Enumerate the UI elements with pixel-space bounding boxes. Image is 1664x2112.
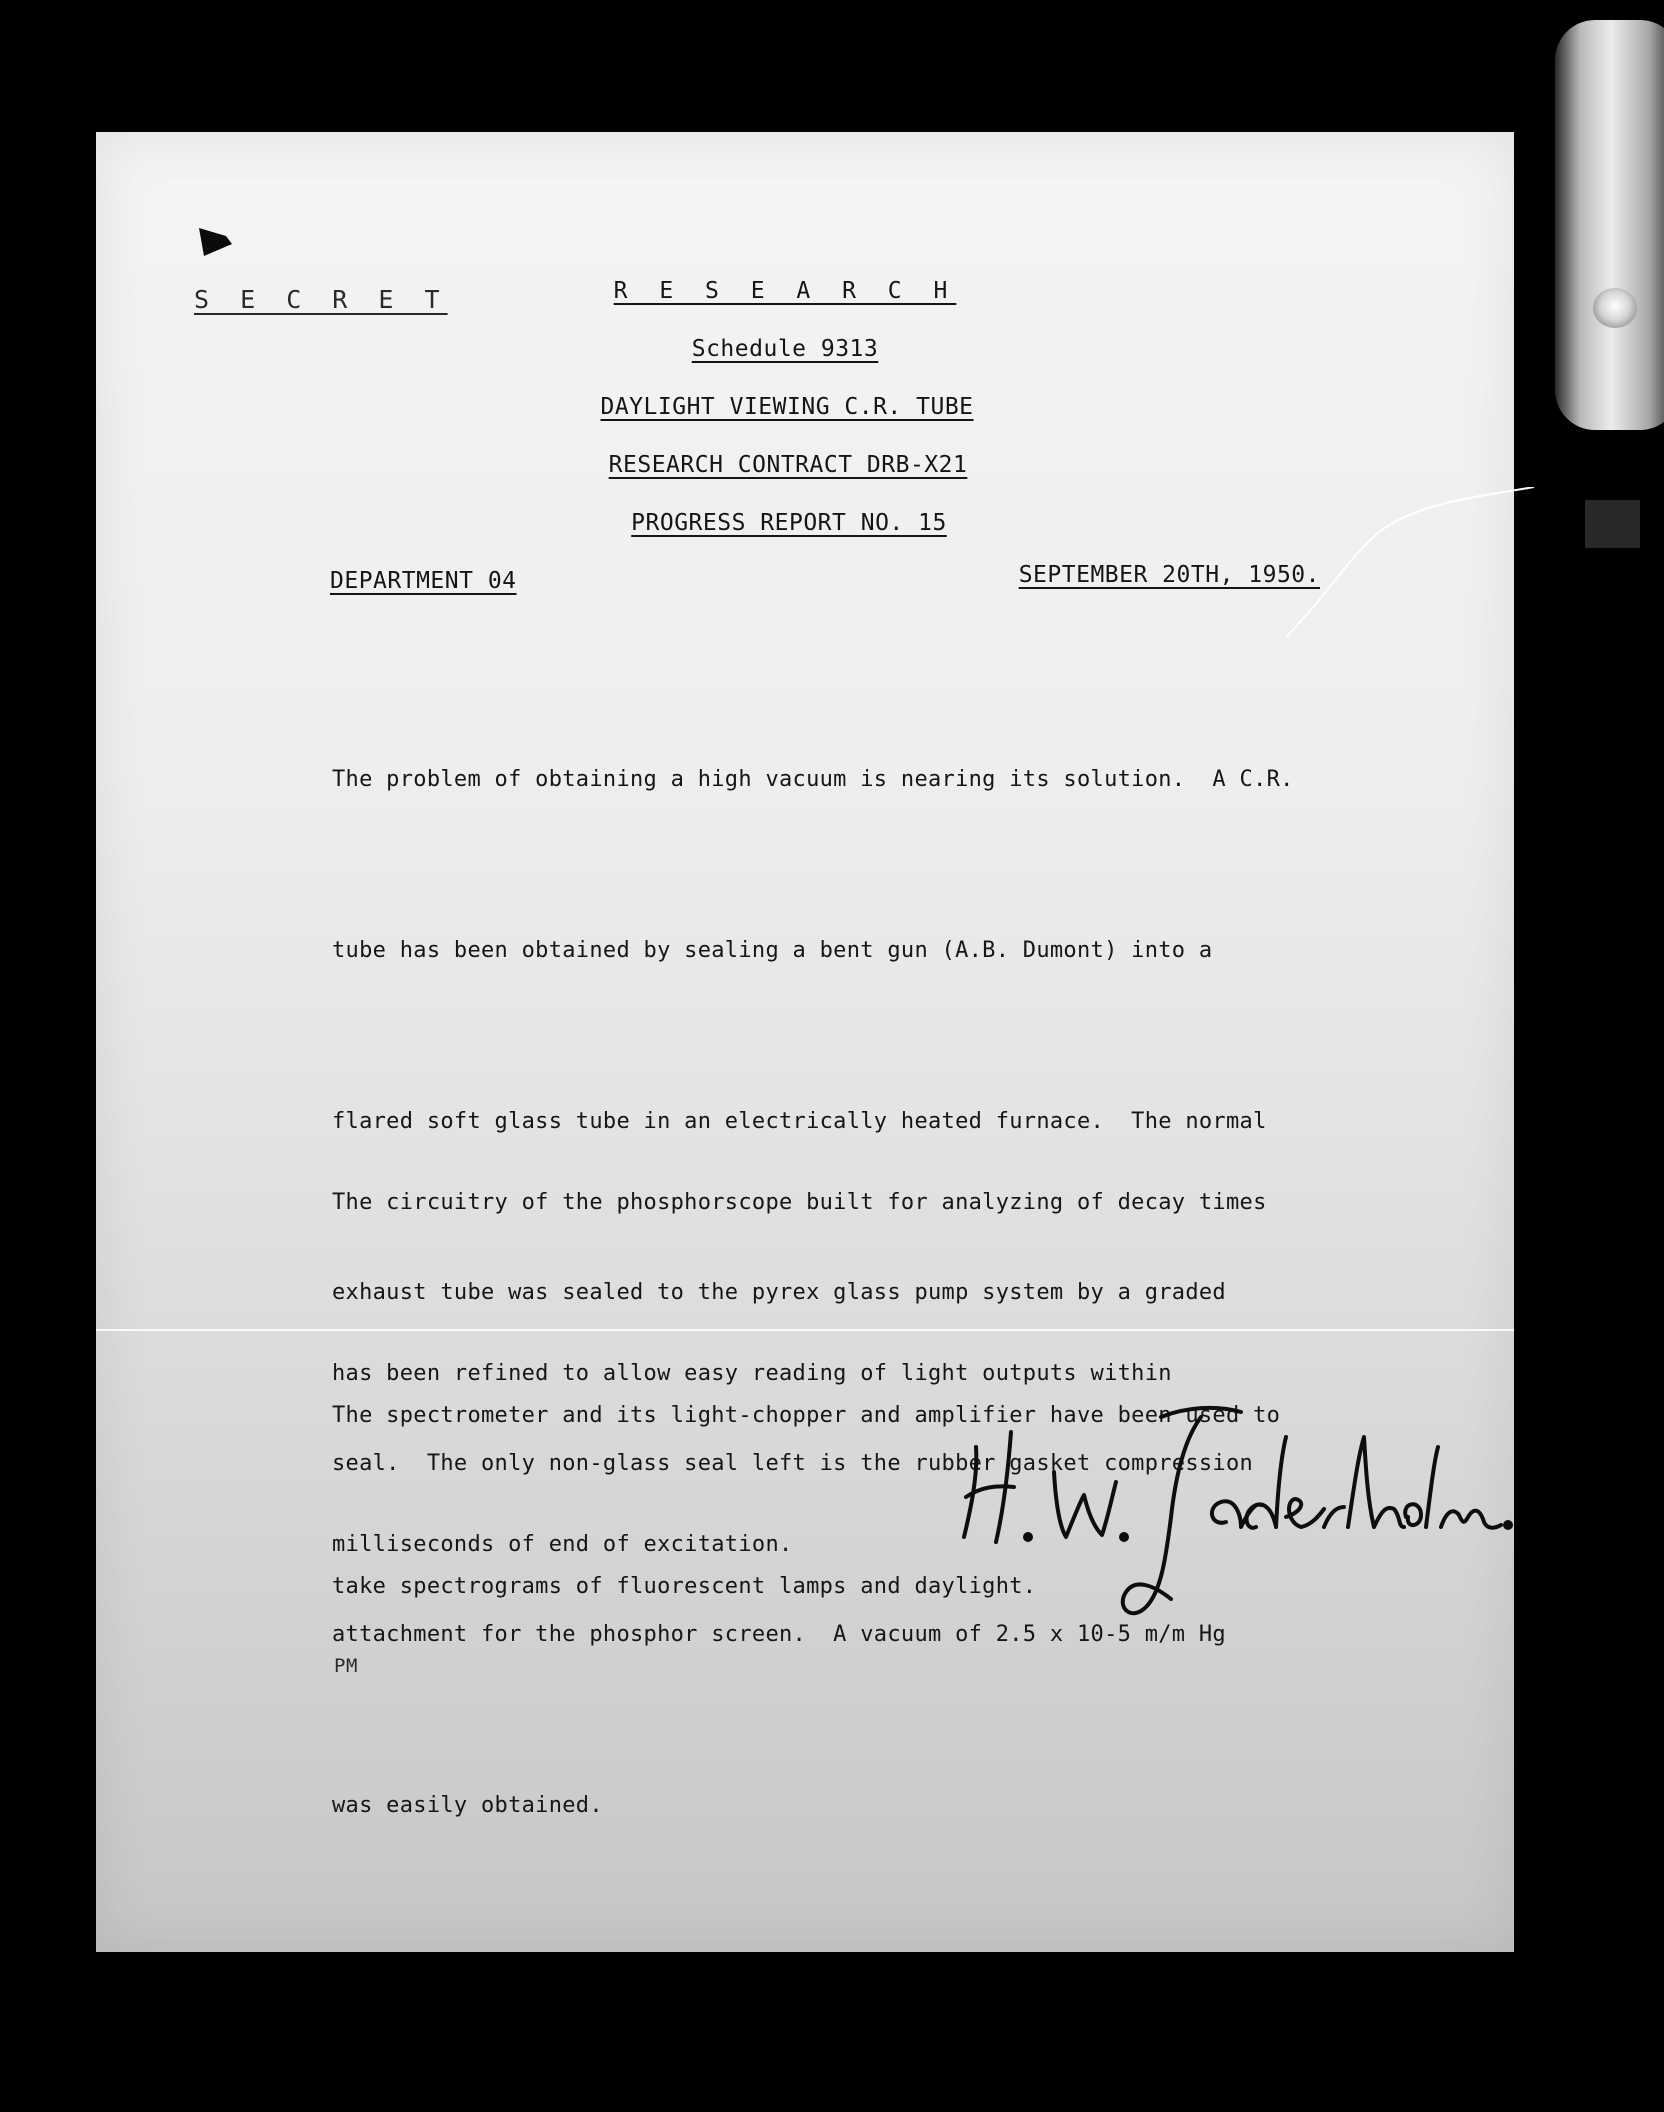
paragraph-line: The circuitry of the phosphorscope built for analyzing of decay times [332,1190,1267,1215]
typist-initials: PM [334,1655,358,1677]
paragraph-line: has been refined to allow easy reading of light outputs within [332,1361,1172,1386]
heading-title: R E S E A R C H [613,278,957,304]
paragraph-line: flared soft glass tube in an electrically heated furnace. The normal [332,1109,1267,1134]
report-heading: PROGRESS REPORT NO. 15 [631,510,947,536]
paragraph-line: exhaust tube was sealed to the pyrex glass pump system by a graded [332,1280,1226,1305]
paper-page [96,132,1514,1952]
film-edge-strip [1555,20,1664,430]
classification-label: S E C R E T [194,285,448,314]
corner-ink-mark [196,224,236,258]
schedule-number: Schedule 9313 [691,336,879,362]
paragraph-line: tube has been obtained by sealing a bent gun (A.B. Dumont) into a [332,938,1213,963]
paragraph-line: The spectrometer and its light-chopper and amplifier have been used to [332,1403,1281,1428]
paragraph-line: was easily obtained. [332,1793,603,1818]
paragraph-line: take spectrograms of fluorescent lamps and daylight. [332,1574,1037,1599]
film-edge-mark [1585,500,1640,548]
handwritten-signature [956,1377,1516,1637]
paragraph-line: The problem of obtaining a high vacuum is nearing its solution. A C.R. [332,767,1294,792]
paragraph-line: milliseconds of end of excitation. [332,1532,793,1557]
paragraph-line: attachment for the phosphor screen. A vacuum of 2.5 x 10-5 m/m Hg [332,1622,1226,1647]
contract-heading: RESEARCH CONTRACT DRB-X21 [608,452,968,478]
report-date: SEPTEMBER 20TH, 1950. [1018,562,1320,588]
department-label: DEPARTMENT 04 [330,568,517,594]
paragraph-line: seal. The only non-glass seal left is the rubber gasket compression [332,1451,1254,1476]
subject-heading: DAYLIGHT VIEWING C.R. TUBE [600,394,974,420]
film-pin-mark [1593,288,1637,328]
